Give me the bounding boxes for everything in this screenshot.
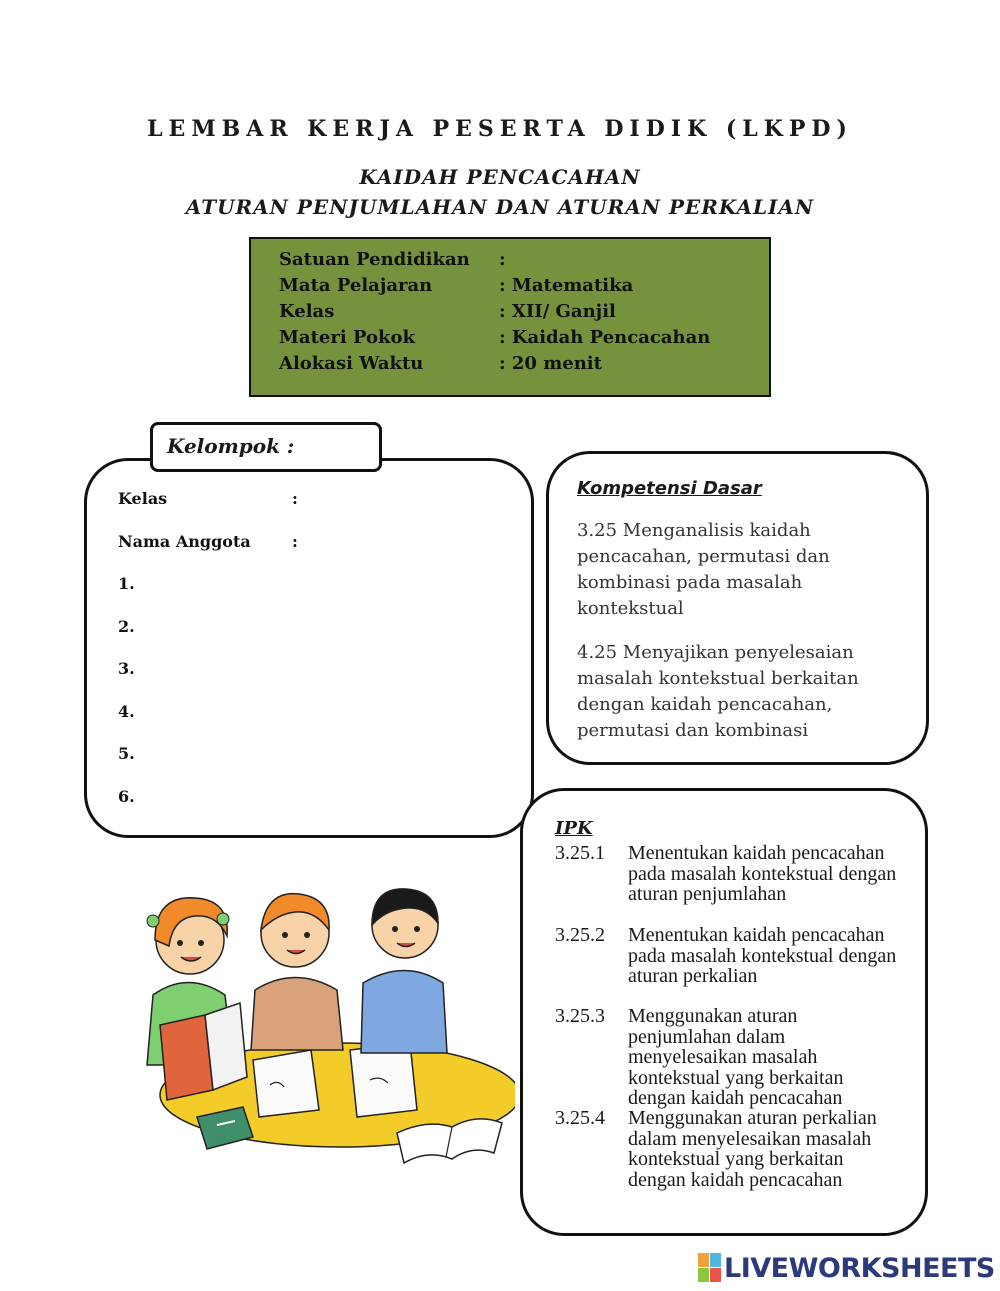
subtitle-topic: KAIDAH PENCACAHAN (359, 165, 641, 189)
page-title: LEMBAR KERJA PESERTA DIDIK (LKPD) (147, 116, 853, 142)
group-label-box (150, 422, 382, 472)
ipk-number: 3.25.1 (555, 842, 605, 864)
logo-icon (698, 1253, 722, 1283)
boy-body (361, 971, 447, 1054)
kelas-label: Kelas (118, 489, 168, 508)
member-number: 5. (118, 744, 135, 763)
kompetensi-item: 3.25 Menganalisis kaidah pencacahan, permutasi dan kombinasi pada masalah kontekstual (577, 520, 830, 619)
info-box (249, 237, 771, 397)
ipk-text: Menggunakan aturan penjumlahan dalam menyelesaikan masalah kontekstual yang berkaitan dengan kaidah pencacahan (628, 1005, 844, 1109)
anggota-label: Nama Anggota (118, 532, 251, 551)
info-value: : (499, 249, 506, 270)
ipk-number: 3.25.4 (555, 1107, 605, 1129)
kompetensi-box (546, 451, 929, 765)
member-number: 2. (118, 617, 135, 636)
member-number: 3. (118, 659, 135, 678)
kompetensi-item: 4.25 Menyajikan penyelesaian masalah kontekstual berkaitan dengan kaidah pencacahan, permutasi dan kombinasi (577, 642, 859, 741)
info-label: Mata Pelajaran (279, 275, 433, 296)
ipk-number: 3.25.2 (555, 924, 605, 946)
kompetensi-heading: Kompetensi Dasar (577, 478, 762, 499)
anggota-colon: : (292, 532, 298, 551)
member-number: 6. (118, 787, 135, 806)
kelas-colon: : (292, 489, 298, 508)
member-number: 1. (118, 574, 135, 593)
subtitle-rules: ATURAN PENJUMLAHAN DAN ATURAN PERKALIAN (185, 195, 815, 219)
info-value: : 20 menit (499, 353, 602, 374)
ipk-text: Menentukan kaidah pencacahan pada masalah kontekstual dengan aturan perkalian (628, 924, 897, 987)
info-label: Satuan Pendidikan (279, 249, 470, 270)
ipk-heading: IPK (555, 818, 593, 839)
info-value: : Kaidah Pencacahan (499, 327, 711, 348)
paper-shape (253, 1050, 319, 1117)
liveworksheets-logo (698, 1253, 995, 1287)
info-label: Kelas (279, 301, 335, 322)
ipk-text: Menggunakan aturan perkalian dalam menyelesaikan masalah kontekstual yang berkaitan dengan kaidah pencacahan (628, 1107, 877, 1191)
ipk-text: Menentukan kaidah pencacahan pada masalah kontekstual dengan aturan penjumlahan (628, 842, 897, 905)
students-illustration (135, 885, 515, 1175)
red-book-shape (160, 1015, 213, 1100)
info-label: Materi Pokok (279, 327, 415, 348)
ipk-box (520, 788, 928, 1236)
boy-body (251, 978, 343, 1051)
logo-text: LIVEWORKSHEETS (724, 1253, 995, 1284)
member-number: 4. (118, 702, 135, 721)
ipk-number: 3.25.3 (555, 1005, 605, 1027)
info-value: : XII/ Ganjil (499, 301, 616, 322)
group-box (84, 458, 534, 838)
info-label: Alokasi Waktu (279, 353, 424, 374)
info-value: : Matematika (499, 275, 634, 296)
group-label: Kelompok : (167, 434, 295, 458)
